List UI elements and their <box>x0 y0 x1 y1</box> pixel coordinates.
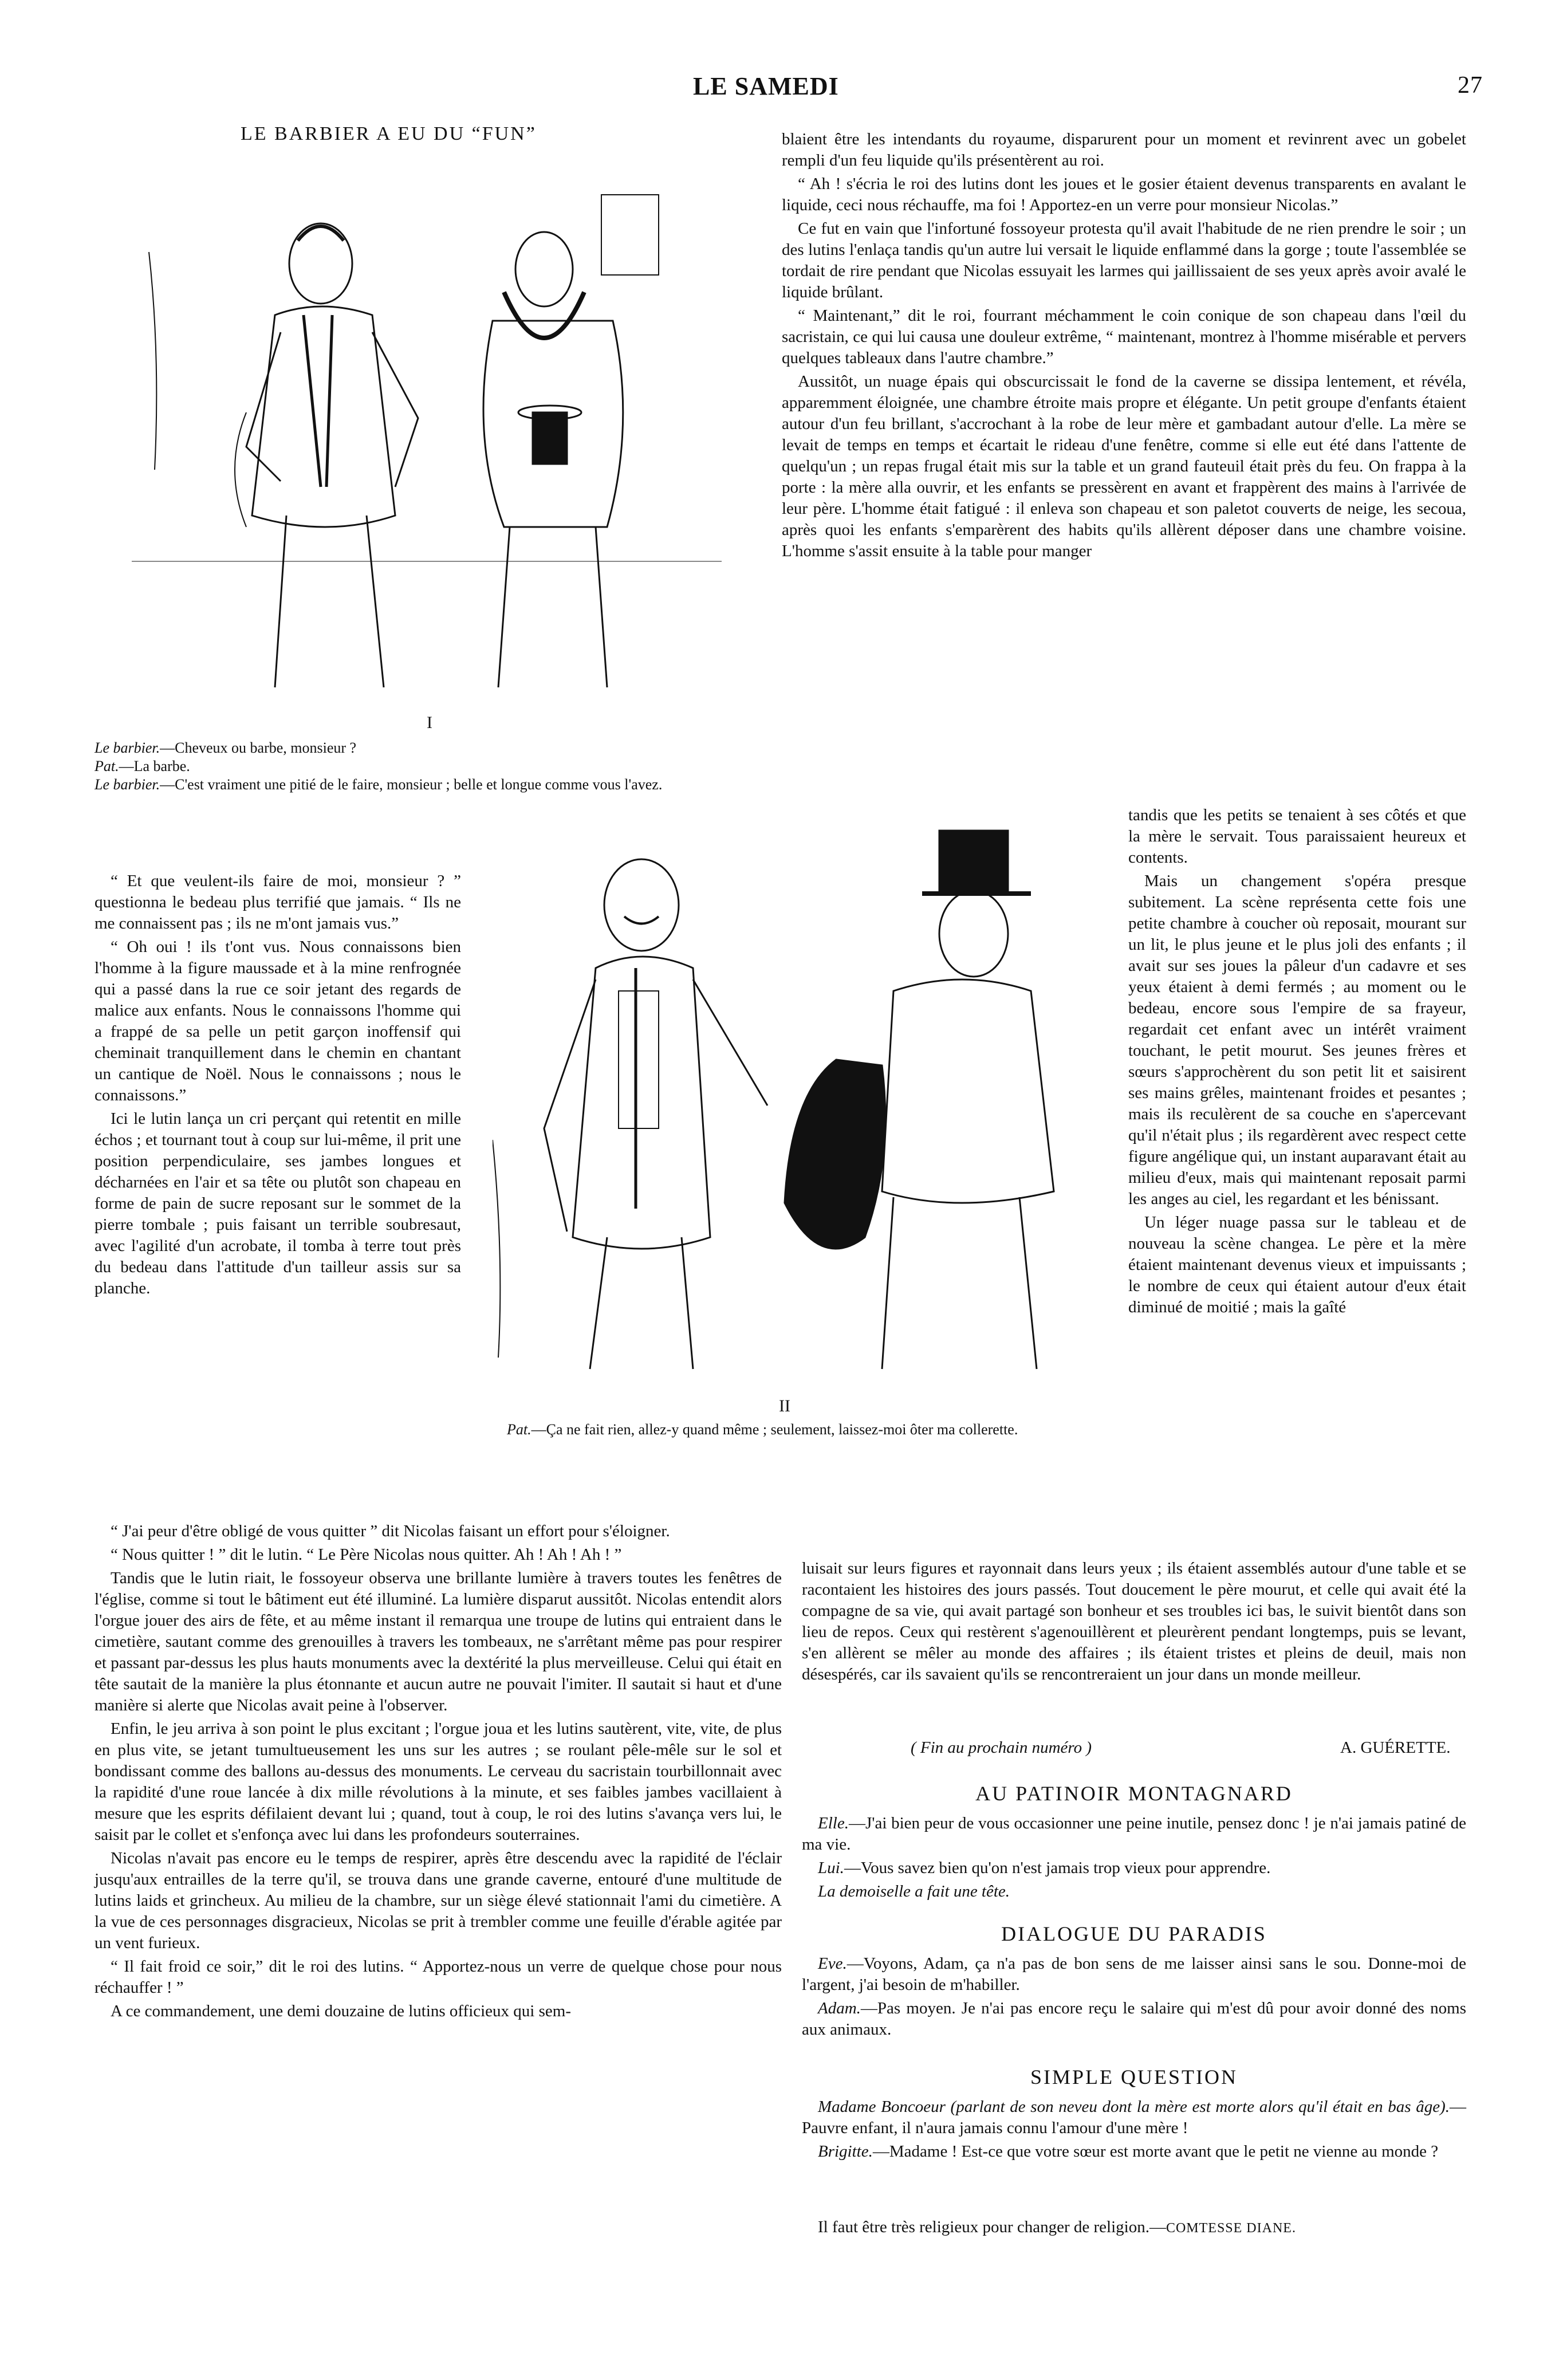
paragraph: Un léger nuage passa sur le tableau et de nouveau la scène changea. Le père et la mère étaient maintenant devenus vieux et impuissants ; le nombre de ceux qui étaient autour d'eux était diminué de moitié ; mais la gaîté <box>1128 1213 1466 1316</box>
illustration-1-label: I <box>427 713 432 732</box>
paragraph: Aussitôt, un nuage épais qui obscurcissait le fond de la caverne se dissipa lentement, et révéla, apparemment éloignée, une chambre étroite mais propre et élégante. Un petit groupe d'enfants étaient autour d'un feu brillant, s'accrochant à la robe de leur mère et gambadant autour d'elle. La mère se levait de temps en temps et écartait le rideau d'une fenêtre, comme si elle eut été dans l'attente de quelqu'un ; un repas frugal était mis sur la table et un grand fauteuil était près du feu. On frappa à la porte : la mère alla ouvrir, et les enfants se pressèrent en avant et frappèrent des mains à l'arrivée de leur père. L'homme était fatigué : il enleva son chapeau et son paletot couverts de neige, les secoua, après quoi les enfants s'emparèrent des habits qu'ils allèrent déposer dans une chambre voisine. L'homme s'assit ensuite à la table pour manger <box>782 372 1466 560</box>
caption-line: Pat.—Ça ne fait rien, allez-y quand même ; seulement, laissez-moi ôter ma collerette. <box>507 1421 1018 1438</box>
paragraph: “ Oh oui ! ils t'ont vus. Nous connaissons bien l'homme à la figure maussade et à la mine renfrognée qui a passé dans la rue ce soir jetant des regards de malice aux enfants. Nous le connaissons l'homme qui a frappé de sa pelle un petit garçon inoffensif qui cheminait tranquillement dans le chemin en chantant un cantique de Noël. Nous le connaissons ; nous le connaissons.” <box>95 938 461 1104</box>
illustration-2-caption <box>507 1421 1120 1439</box>
paragraph: “ Ah ! s'écria le roi des lutins dont les joues et le gosier étaient devenus transparents en avalant le liquide, ceci nous réchauffe, ma foi ! Apportez-en un verre pour monsieur Nicolas.” <box>782 175 1466 214</box>
article-title: LE BARBIER A EU DU “FUN” <box>241 123 537 144</box>
dialogue-note: La demoiselle a fait une tête. <box>818 1882 1010 1901</box>
illustration-barber-2 <box>493 819 1123 1380</box>
story-left-middle <box>95 871 461 1301</box>
paragraph: “ Maintenant,” dit le roi, fourrant méchamment le coin conique de son chapeau dans l'œil du sacristain, ce qui lui causa une douleur extrême, “ maintenant, montrez à l'homme misérable et pervers quelques tableaux dans l'autre chambre.” <box>782 306 1466 367</box>
end-note: ( Fin au prochain numéro ) <box>911 1738 1092 1757</box>
paragraph: A ce commandement, une demi douzaine de lutins officieux qui sem- <box>111 2002 571 2020</box>
caption-line: Pat.—La barbe. <box>95 758 190 774</box>
question-dialogue <box>802 2096 1466 2165</box>
dialogue-line: Eve.—Voyons, Adam, ça n'a pas de bon sens de me laisser ainsi sans le sou. Donne-moi de l'argent, j'ai besoin de m'habiller. <box>802 1954 1466 1994</box>
page-number: 27 <box>1458 72 1483 99</box>
paradis-title: DIALOGUE DU PARADIS <box>1001 1922 1267 1945</box>
paragraph: Mais un changement s'opéra presque subitement. La scène représenta cette fois une petite chambre à coucher où reposait, mourant sur un lit, le plus jeune et le plus joli des enfants ; il avait sur ses joues la pâleur d'un cadavre et ses yeux étaient à demi fermés ; au moment ou le bedeau, encore sous l'empire de sa frayeur, regardait cet enfant avec un intérêt vraiment touchant, le petit mourut. Ses jeunes frères et sœurs s'approchèrent du son petit lit et saisirent ses mains grêles, maintenant froides et pesantes ; mais ils reculèrent de sa couche en s'apercevant qu'il n'était plus ; ils regardèrent avec respect cette figure angélique qui, un instant auparavant était au milieu d'eux, mais qui maintenant reposait parmi les anges au ciel, les regardant et les bénissant. <box>1128 872 1466 1208</box>
paragraph: “ Nous quitter ! ” dit le lutin. “ Le Père Nicolas nous quitter. Ah ! Ah ! Ah ! ” <box>111 1545 622 1564</box>
story-left-bottom <box>95 1521 782 2024</box>
dialogue-line: Madame Boncoeur (parlant de son neveu dont la mère est morte alors qu'il était en bas âge).—Pauvre enfant, il n'aura jamais connu l'amour d'une mère ! <box>802 2098 1466 2137</box>
dialogue-line: Brigitte.—Madame ! Est-ce que votre sœur est morte avant que le petit ne vienne au monde ? <box>818 2142 1439 2161</box>
paragraph: “ J'ai peur d'être obligé de vous quitter ” dit Nicolas faisant un effort pour s'éloigner. <box>111 1522 670 1540</box>
paragraph: blaient être les intendants du royaume, disparurent pour un moment et revinrent avec un gobelet rempli d'un feu liquide qu'ils présentèrent au roi. <box>782 130 1466 170</box>
paragraph: Ici le lutin lança un cri perçant qui retentit en mille échos ; et tournant tout à coup sur lui-même, il prit une position perpendiculaire, ses jambes longues et décharnées en l'air et sa tête ou plutôt son chapeau en forme de pain de sucre reposant sur le sommet de la pierre tombale ; puis faisant un terrible soubresaut, avec l'agilité d'un acrobate, il tomba à terre tout près du bedeau dans l'attitude d'un tailleur assis sur sa planche. <box>95 1110 461 1297</box>
quote-line: Il faut être très religieux pour changer de religion.—COMTESSE DIANE. <box>818 2218 1296 2236</box>
story-right-top <box>782 129 1466 564</box>
paragraph: “ Il fait froid ce soir,” dit le roi des lutins. “ Apportez-nous un verre de quelque chose pour nous réchauffer ! ” <box>95 1957 782 1997</box>
illustration-1-caption <box>95 739 782 794</box>
paragraph: Ce fut en vain que l'infortuné fossoyeur protesta qu'il avait l'habitude de ne rien prendre le soir ; un des lutins l'enlaça tandis qu'un autre lui versait le liquide enflammé dans la gorge ; toute l'assemblée se tordait de rire pendant que Nicolas essuyait les larmes qui jaillissaient de ses yeux après avoir avalé le liquide brûlant. <box>782 219 1466 301</box>
question-title: SIMPLE QUESTION <box>1030 2066 1238 2088</box>
caption-line: Le barbier.—C'est vraiment une pitié de le faire, monsieur ; belle et longue comme vous l'avez. <box>95 776 663 793</box>
closing-quote <box>802 2217 1466 2241</box>
paragraph: “ Et que veulent-ils faire de moi, monsieur ? ” questionna le bedeau plus terrifié que jamais. “ Ils ne me connaissent pas ; ils ne m'ont jamais vus.” <box>95 872 461 933</box>
dialogue-line: Elle.—J'ai bien peur de vous occasionner une peine inutile, pensez donc ! je n'ai jamais patiné de ma vie. <box>802 1814 1466 1854</box>
paragraph: Enfin, le jeu arriva à son point le plus excitant ; l'orgue joua et les lutins sautèrent, vite, vite, de plus en plus vite, se jetant tumultueusement les uns sur les autres ; se roulant pêle-mêle sur le sol et bondissant comme des ballons au-dessus des monuments. Le cerveau du sacristain tourbillonnait avec la rapidité d'une roue lancée à dix mille révolutions à la minute, et ses faibles jambes vacillaient à mesure que les esprits défilaient devant lui ; quand, tout à coup, le roi des lutins s'avança vers lui, le saisit par le collet et s'enfonça avec lui dans les profondeurs souterraines. <box>95 1720 782 1844</box>
paragraph: Nicolas n'avait pas encore eu le temps de respirer, après être descendu avec la rapidité de l'éclair jusqu'aux entrailles de la terre qu'il, se trouva dans une grande caverne, entouré d'une multitude de lutins laids et grincheux. Au milieu de la chambre, sur un siège élevé stationnait l'ami du cimetière. A la vue de ces personnages disgracieux, Nicolas se prit à trembler comme une feuille d'érable agitée par un vent furieux. <box>95 1849 782 1952</box>
paradis-dialogue <box>802 1953 1466 2043</box>
paragraph: Tandis que le lutin riait, le fossoyeur observa une brillante lumière à travers toutes les fenêtres de l'église, comme si tout le bâtiment eut été illuminé. La lumière disparut aussitôt. Nicolas entendit alors l'orgue jouer des airs de fête, et au même instant il remarqua une troupe de lutins qui entraient dans le cimetière, sautant comme des grenouilles à travers les tombeaux, ne s'arrêtant même pas pour respirer et passant par-dessus les plus hauts monuments avec la dextérité la plus merveilleuse. Celui qui était en tête sautait de la manière la plus étonnante et aucun autre ne pouvait l'imiter. Il sautait si haut et d'une manière si alerte que Nicolas avait peine à l'observer. <box>95 1569 782 1714</box>
dialogue-line: Lui.—Vous savez bien qu'on n'est jamais trop vieux pour apprendre. <box>818 1859 1271 1877</box>
author-signature: A. GUÉRETTE. <box>1340 1738 1451 1757</box>
illustration-2-label: II <box>779 1396 790 1415</box>
story-right-narrow <box>1128 805 1466 1320</box>
patinoir-dialogue <box>802 1813 1466 1905</box>
story-right-bottom <box>802 1558 1466 1687</box>
dialogue-line: Adam.—Pas moyen. Je n'ai pas encore reçu le salaire qui m'est dû pour avoir donné des noms aux animaux. <box>802 1999 1466 2039</box>
illustration-barber-1 <box>132 183 722 699</box>
paragraph: tandis que les petits se tenaient à ses côtés et que la mère le servait. Tous paraissaient heureux et contents. <box>1128 806 1466 867</box>
paragraph: luisait sur leurs figures et rayonnait dans leurs yeux ; ils étaient assemblés autour d'une table et se racontaient les histoires des jours passés. Tout doucement le père mourut, et celle qui avait été la compagne de sa vie, qui avait partagé son bonheur et ses troubles ici bas, le suivit bientôt dans son lieu de repos. Ceux qui restèrent s'agenouillèrent et pleurèrent pendant longtemps, puis se levant, s'en allèrent se mêler au monde des affaires ; ils étaient tristes et pleins de deuil, mais non désespérés, car ils savaient qu'ils se rencontreraient un jour dans un monde meilleur. <box>802 1559 1466 1683</box>
caption-line: Le barbier.—Cheveux ou barbe, monsieur ? <box>95 739 357 756</box>
quote-author: COMTESSE DIANE. <box>1166 2221 1296 2236</box>
patinoir-title: AU PATINOIR MONTAGNARD <box>975 1782 1293 1805</box>
page-header-title: LE SAMEDI <box>693 72 839 100</box>
